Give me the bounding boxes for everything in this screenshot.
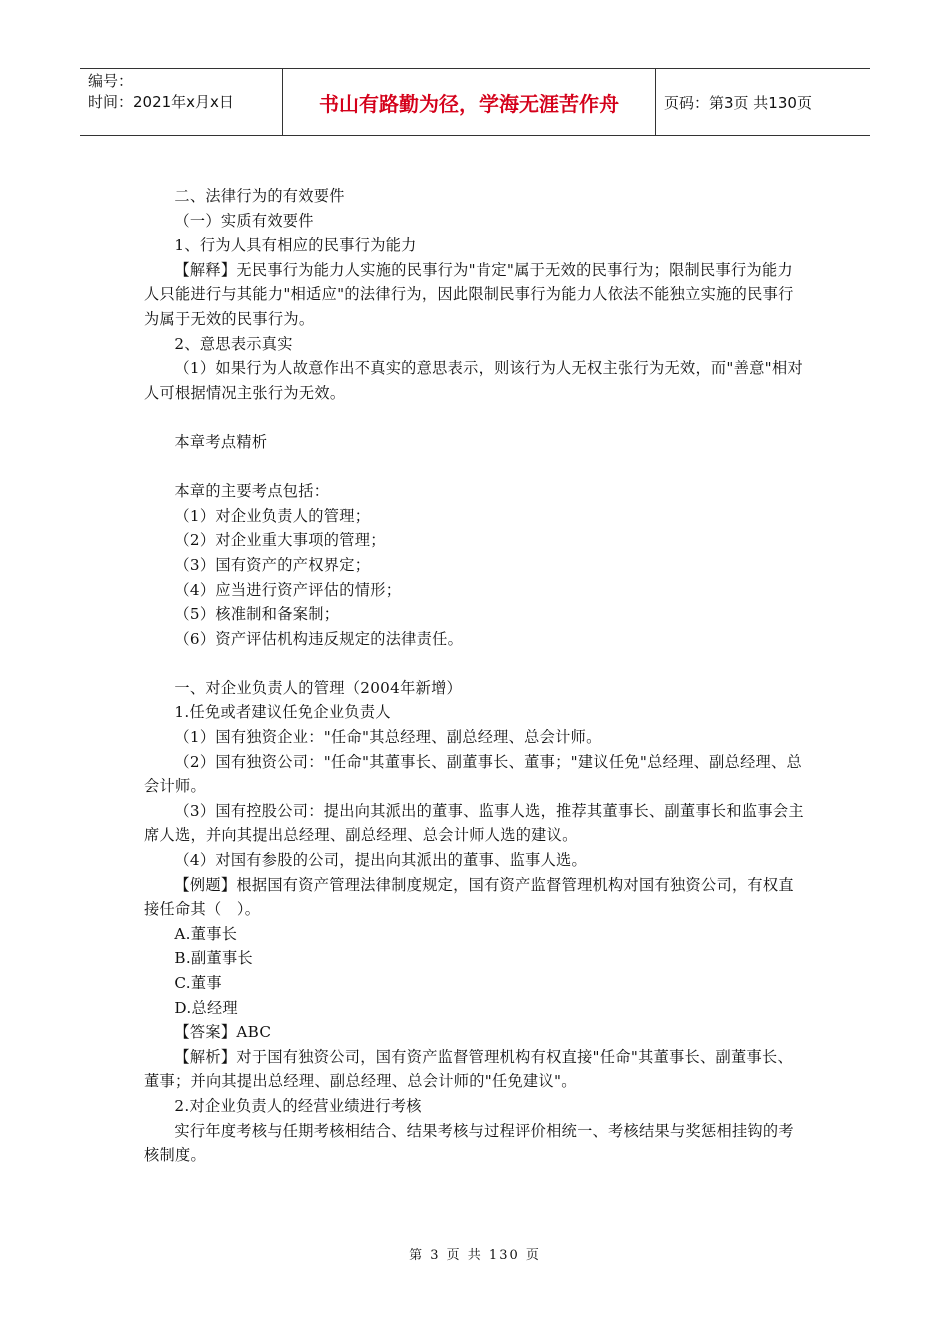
header-page-info: 页码：第3页 共130页 [664,93,812,112]
body-paragraph: （一）实质有效要件 [174,211,314,230]
body-paragraph: 2、意思表示真实 [174,334,293,353]
document-body [144,184,808,1168]
body-paragraph: 【解析】对于国有独资公司，国有资产监督管理机构有权直接"任命"其董事长、副董事长、董事；并向其提出总经理、副总经理、总会计师的"任免建议"。 [144,1047,793,1091]
body-paragraph: 一、对企业负责人的管理（2004年新增） [174,678,463,697]
body-paragraph: 二、法律行为的有效要件 [174,187,345,205]
body-paragraph: 本章考点精析 [174,432,268,451]
header-meta [80,69,282,135]
body-paragraph: 实行年度考核与任期考核相结合、结果考核与过程评价相统一、考核结果与奖惩相挂钩的考核制度。 [144,1121,794,1165]
body-paragraph: B.副董事长 [174,949,253,968]
page-footer: 第 3 页 共 130 页 [409,1248,541,1263]
body-paragraph: （1）国有独资企业："任命"其总经理、副总经理、总会计师。 [174,728,602,747]
body-paragraph: 【解释】无民事行为能力人实施的民事行为"肯定"属于无效的民事行为；限制民事行为能力人只能进行与其能力"相适应"的法律行为，因此限制民事行为能力人依法不能独立实施的民事行为属于无效的民事行为。 [144,260,794,328]
body-paragraph: D.总经理 [174,998,238,1017]
body-paragraph: （4）对国有参股的公司，提出向其派出的董事、监事人选。 [174,851,588,870]
header-motto: 书山有路勤为径，学海无涯苦作舟 [282,69,656,135]
body-paragraph: （3）国有资产的产权界定； [174,555,371,574]
blank-line [144,651,808,676]
body-paragraph: （2）对企业重大事项的管理； [174,531,386,550]
body-paragraph: （5）核准制和备案制； [174,605,340,624]
document-number-label: 编号： [88,72,134,90]
body-paragraph: A.董事长 [174,924,238,943]
body-paragraph: 1.任免或者建议任免企业负责人 [174,703,391,722]
body-paragraph: （2）国有独资公司："任命"其董事长、副董事长、董事；"建议任免"总经理、副总经理、总会计师。 [144,752,803,796]
blank-line [144,405,808,430]
body-paragraph: （3）国有控股公司：提出向其派出的董事、监事人选，推荐其董事长、副董事长和监事会主席人选，并向其提出总经理、副总经理、总会计师人选的建议。 [144,801,804,845]
body-paragraph: （6）资产评估机构违反规定的法律责任。 [174,629,464,648]
page-header [80,68,870,136]
body-paragraph: （4）应当进行资产评估的情形； [174,580,402,599]
body-paragraph: （1）如果行为人故意作出不真实的意思表示，则该行为人无权主张行为无效，而"善意"相对人可根据情况主张行为无效。 [144,359,803,402]
body-paragraph: 【例题】根据国有资产管理法律制度规定，国有资产监督管理机构对国有独资公司，有权直接任命其（ ）。 [144,875,794,919]
body-paragraph: 本章的主要考点包括： [174,482,330,501]
body-paragraph: C.董事 [174,974,222,992]
document-date: 时间：2021年x月x日 [88,93,234,111]
body-paragraph: （1）对企业负责人的管理； [174,506,371,525]
blank-line [144,455,808,480]
body-paragraph: 1、行为人具有相应的民事行为能力 [174,236,417,255]
body-paragraph: 2.对企业负责人的经营业绩进行考核 [174,1096,422,1115]
body-paragraph: 【答案】ABC [174,1023,272,1042]
